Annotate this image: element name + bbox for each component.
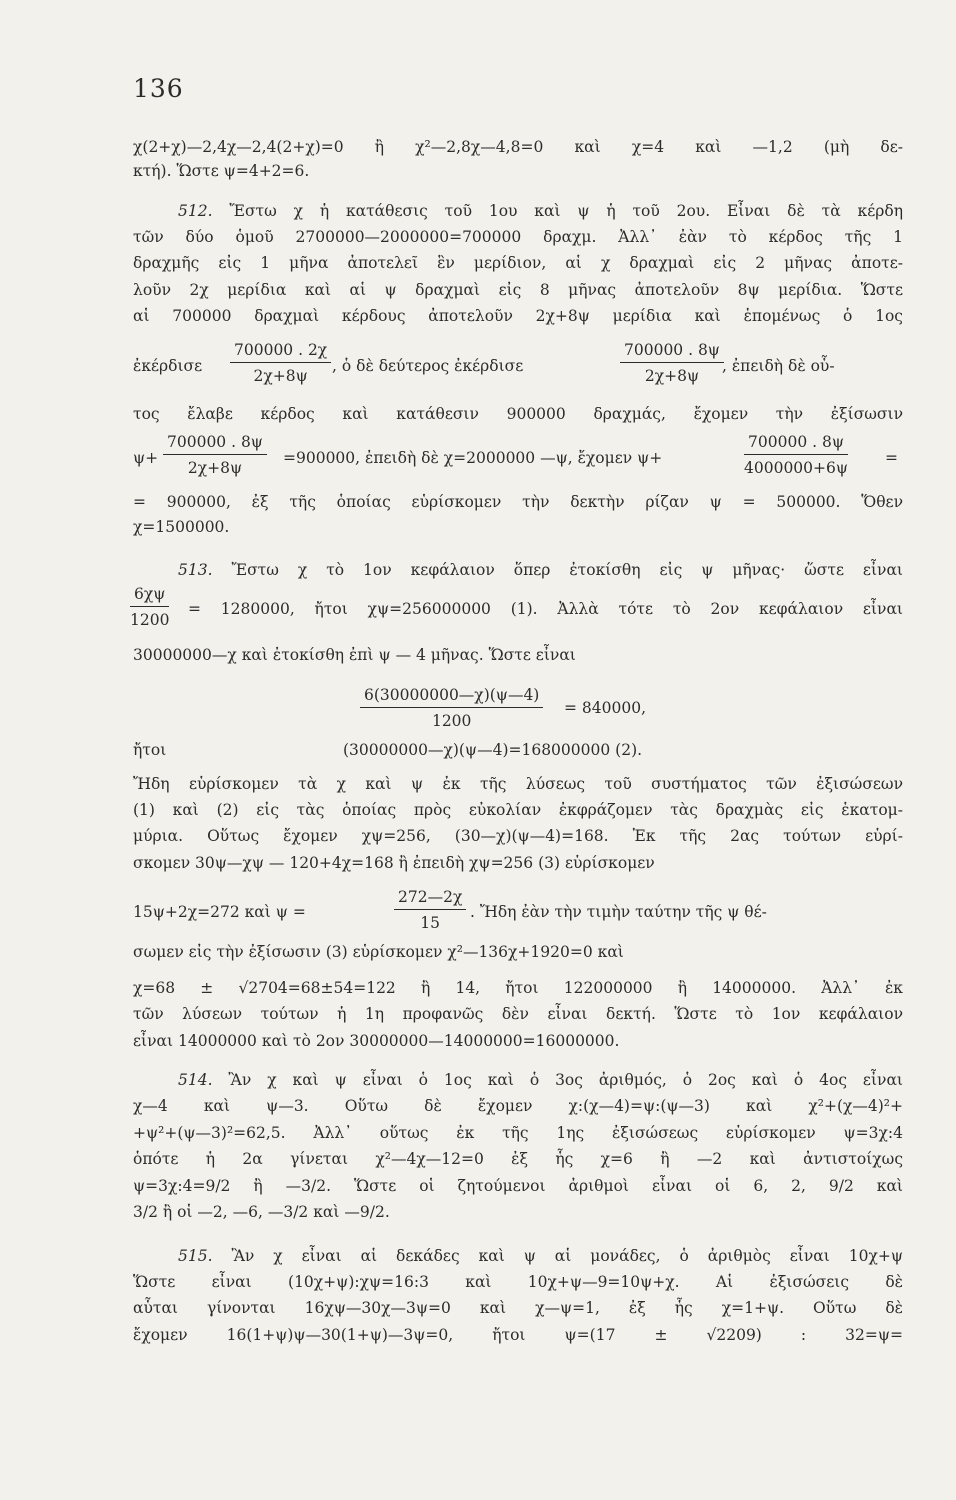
problem-number-513: 513. [178,561,213,579]
text-line: Ἤδη εὑρίσκομεν τὰ χ καὶ ψ ἐκ τῆς λύσεως τοῦ συστήματος τῶν ἐξισώσεων [133,775,903,793]
text-line: χ=1500000. [133,518,230,536]
text-line: τῶν δύο ὁμοῦ 2700000—2000000=700000 δραχμ. Ἀλλ᾽ ἐὰν τὸ κέρδος τῆς 1 [133,228,903,246]
text-line: σωμεν εἰς τὴν ἐξίσωσιν (3) εὑρίσκομεν χ²—136χ+1920=0 καὶ [133,943,624,961]
text-line: τῶν λύσεων τούτων ἡ 1η προφανῶς δὲν εἶναι δεκτή. Ὥστε τὸ 1ον κεφάλαιον [133,1005,903,1023]
text-line: αὗται γίνονται 16χψ—30χ—3ψ=0 καὶ χ—ψ=1, ἐξ ἧς χ=1+ψ. Οὕτω δὲ [133,1299,903,1317]
text-line: +ψ²+(ψ—3)²=62,5. Ἀλλ᾽ οὕτως ἐκ τῆς 1ης ἐξισώσεως εὑρίσκομεν ψ=3χ:4 [133,1124,903,1142]
eq6-suffix: . Ἤδη ἐὰν τὴν τιμὴν ταύτην τῆς ψ θέ- [470,903,767,921]
eq2-middle: =900000, ἐπειδὴ δὲ χ=2000000 —ψ, ἔχομεν ψ+ [283,449,663,467]
text-line: δραχμῆς εἰς 1 μῆνα ἀποτελεῖ ἓν μερίδιον, αἱ χ δραχμαὶ εἰς 2 μῆνας ἀποτε- [133,254,903,272]
problem-number-514: 514. [178,1071,213,1089]
fraction: 6(30000000—χ)(ψ—4) 1200 [360,685,543,731]
text-line: σκομεν 30ψ—χψ — 120+4χ=168 ἢ ἐπειδὴ χψ=256 (3) εὑρίσκομεν [133,854,655,872]
text-line: ὁπότε ἡ 2α γίνεται χ²—4χ—12=0 ἐξ ἧς χ=6 ἢ —2 καὶ ἀντιστοίχως [133,1150,903,1168]
text-line: ψ=3χ:4=9/2 ἢ —3/2. Ὥστε οἱ ζητούμενοι ἀριθμοὶ εἶναι οἱ 6, 2, 9/2 καὶ [133,1177,903,1195]
fraction: 700000 . 8ψ 4000000+6ψ [744,433,849,477]
text-line: χ=68 ± √2704=68±54=122 ἢ 14, ἤτοι 122000000 ἢ 14000000. Ἀλλ᾽ ἐκ [133,979,903,997]
text-line: Ὥστε εἶναι (10χ+ψ):χψ=16:3 καὶ 10χ+ψ—9=10ψ+χ. Αἱ ἐξισώσεις δὲ [133,1273,903,1291]
text-line: αἱ 700000 δραχμαὶ κέρδους ἀποτελοῦν 2χ+8ψ μερίδια καὶ ἑπομένως ὁ 1ος [133,307,903,325]
problem-514-line: 514. Ἂν χ καὶ ψ εἶναι ὁ 1ος καὶ ὁ 3ος ἀριθμός, ὁ 2ος καὶ ὁ 4ος εἶναι [178,1071,903,1089]
text-line: 30000000—χ καὶ ἐτοκίσθη ἐπὶ ψ — 4 μῆνας. Ὥστε εἶναι [133,646,576,664]
eq2-suffix: = [885,449,898,467]
text-line: εἶναι 14000000 καὶ τὸ 2ον 30000000—14000000=16000000. [133,1032,620,1050]
text-line: 3/2 ἢ οἱ —2, —6, —3/2 καὶ —9/2. [133,1203,390,1221]
problem-number-515: 515. [178,1247,213,1265]
text-line: χ—4 καὶ ψ—3. Οὕτω δὲ ἔχομεν χ:(χ—4)=ψ:(ψ—3) καὶ χ²+(χ—4)²+ [133,1097,903,1115]
eq1-suffix: , ἐπειδὴ δὲ οὗ- [722,357,835,375]
fraction: 272—2χ 15 [394,887,466,933]
text-line: ἔχομεν 16(1+ψ)ψ—30(1+ψ)—3ψ=0, ἤτοι ψ=(17 ± √2209) : 32=ψ= [133,1326,903,1344]
fraction: 700000 . 2χ 2χ+8ψ [230,340,331,386]
fraction: 6χψ 1200 [130,585,170,629]
text-line: τος ἔλαβε κέρδος καὶ κατάθεσιν 900000 δραχμάς, ἔχομεν τὴν ἐξίσωσιν [133,405,903,423]
text-line: χ(2+χ)—2,4χ—2,4(2+χ)=0 ἢ χ²—2,8χ—4,8=0 καὶ χ=4 καὶ —1,2 (μὴ δε- [133,138,903,156]
eq3-suffix: = 1280000, ἤτοι χψ=256000000 (1). Ἀλλὰ τότε τὸ 2ον κεφάλαιον εἶναι [188,600,903,618]
page-number: 136 [133,74,184,103]
eq5-prefix: ἤτοι [133,741,167,759]
text-line: κτή). Ὥστε ψ=4+2=6. [133,162,310,180]
fraction: 700000 . 8ψ 2χ+8ψ [620,340,724,386]
text-line: (1) καὶ (2) εἰς τὰς ὁποίας πρὸς εὐκολίαν ἐκφράζομεν τὰς δραχμὰς εἰς ἑκατομ- [133,801,903,819]
eq4-suffix: = 840000, [564,699,647,717]
problem-512-line: 512. Ἔστω χ ἡ κατάθεσις τοῦ 1ου καὶ ψ ἡ τοῦ 2ου. Εἶναι δὲ τὰ κέρδη [178,202,903,220]
eq2-prefix: ψ+ [133,449,159,467]
fraction: 700000 . 8ψ 2χ+8ψ [163,432,267,478]
problem-number-512: 512. [178,202,213,220]
eq1-prefix: ἐκέρδισε [133,357,203,375]
text-line: = 900000, ἐξ τῆς ὁποίας εὑρίσκομεν τὴν δεκτὴν ρίζαν ψ = 500000. Ὅθεν [133,493,903,511]
problem-515-line: 515. Ἂν χ εἶναι αἱ δεκάδες καὶ ψ αἱ μονάδες, ὁ ἀριθμὸς εἶναι 10χ+ψ [178,1247,903,1265]
text-line: λοῦν 2χ μερίδια καὶ αἱ ψ δραχμαὶ εἰς 8 μῆνας ἀποτελοῦν 8ψ μερίδια. Ὥστε [133,281,903,299]
eq5-body: (30000000—χ)(ψ—4)=168000000 (2). [343,741,643,759]
text-line: μύρια. Οὕτως ἔχομεν χψ=256, (30—χ)(ψ—4)=168. Ἐκ τῆς 2ας τούτων εὑρί- [133,827,903,845]
eq6-prefix: 15ψ+2χ=272 καὶ ψ = [133,903,306,921]
problem-513-line: 513. Ἔστω χ τὸ 1ον κεφάλαιον ὅπερ ἐτοκίσθη εἰς ψ μῆνας· ὥστε εἶναι [178,561,903,579]
eq1-middle: , ὁ δὲ δεύτερος ἐκέρδισε [332,357,524,375]
